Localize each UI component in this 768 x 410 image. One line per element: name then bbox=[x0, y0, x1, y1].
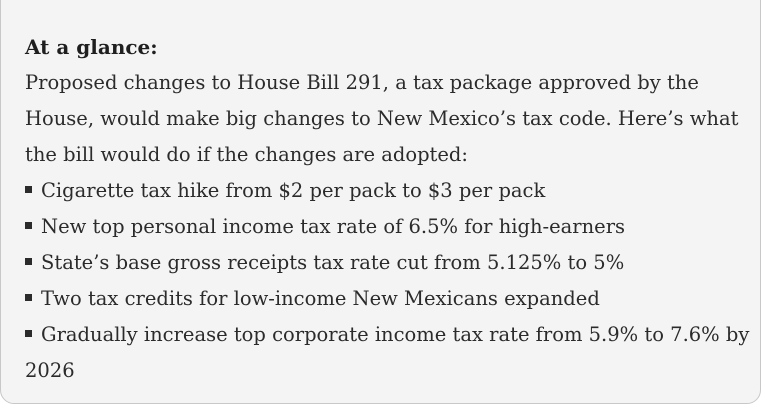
square-bullet-icon bbox=[25, 222, 32, 229]
list-item-text: Two tax credits for low-income New Mexicans expanded bbox=[41, 287, 600, 310]
list-item-text: Gradually increase top corporate income tax rate from 5.9% to 7.6% by 2026 bbox=[25, 323, 750, 382]
square-bullet-icon bbox=[25, 186, 32, 193]
list-item bbox=[25, 209, 755, 245]
list-item-text: New top personal income tax rate of 6.5% for high-earners bbox=[41, 215, 626, 238]
list-item bbox=[25, 317, 755, 389]
box-intro: Proposed changes to House Bill 291, a tax package approved by the House, would make big changes to New Mexico’s tax code. Here’s what the bill would do if the changes are adopted: bbox=[25, 71, 739, 166]
list-item bbox=[25, 245, 755, 281]
list-item bbox=[25, 281, 755, 317]
list-item-text: Cigarette tax hike from $2 per pack to $3 per pack bbox=[41, 179, 546, 202]
box-heading: At a glance: bbox=[25, 35, 158, 59]
square-bullet-icon bbox=[25, 330, 32, 337]
bullet-list bbox=[25, 173, 755, 389]
list-item-text: State’s base gross receipts tax rate cut from 5.125% to 5% bbox=[41, 251, 625, 274]
square-bullet-icon bbox=[25, 294, 32, 301]
list-item bbox=[25, 173, 755, 209]
square-bullet-icon bbox=[25, 258, 32, 265]
